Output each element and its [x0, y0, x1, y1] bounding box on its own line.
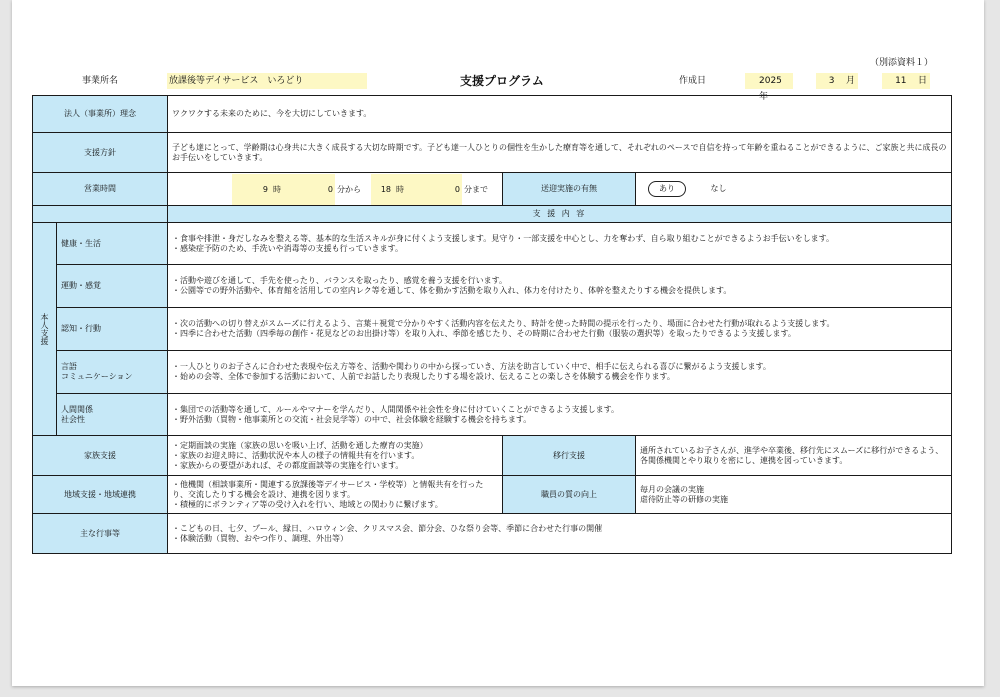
end-minute: 0	[430, 174, 462, 205]
annex-label: （別添資料１）	[870, 58, 934, 68]
self-support-group-label: 本人支援	[33, 223, 57, 436]
self-support-label: 言語 コミュニケーション	[57, 351, 168, 394]
transition-support-label: 移行支援	[503, 436, 636, 476]
community-text: ・他機関（相談事業所・関連する放課後等デイサービス・学校等）と情報共有を行ったり、交流したりする機会を設け、連携を図ります。 ・積極的にボランティア等の受け入れを行い、地域との関わりに繋げます。	[168, 476, 503, 514]
hours-label: 営業時間	[33, 173, 168, 206]
philosophy-row	[33, 96, 952, 133]
start-hour-unit: 時	[270, 174, 303, 205]
created-day: 11	[895, 76, 907, 86]
events-text: ・こどもの日、七夕、プール、縁日、ハロウィン会、クリスマス会、節分会、ひな祭り会等、季節に合わせた行事の開催 ・体験活動（買物、おやつ作り、調理、外出等）	[168, 514, 952, 554]
support-heading-spacer	[33, 206, 168, 223]
month-unit: 月	[845, 76, 855, 86]
events-label: 主な行事等	[33, 514, 168, 554]
family-support-text: ・定期面談の実施（家族の思いを吸い上げ、活動を通した療育の実施） ・家族のお迎え時に、活動状況や本人の様子の情報共有を行います。 ・家族からの要望があれば、その都度面談等の実施を行います。	[168, 436, 503, 476]
office-name: 放課後等デイサービス いろどり	[167, 73, 367, 89]
staff-quality-label: 職員の質の向上	[503, 476, 636, 514]
self-support-text: ・集団での活動等を通して、ルールやマナーを学んだり、人間関係や社会性を身に付けていくことができるよう支援します。 ・野外活動（買物・他事業所との交流・社会見学等）の中で、社会体験を経験する機会を持ちます。	[168, 394, 952, 436]
self-support-text: ・一人ひとりのお子さんに合わせた表現や伝え方等を、活動や関わりの中から探っていき、方法を助言していく中で、相手に伝えられる喜びに繋がるよう支援します。 ・始めの会等、全体で参加する活動において、人前でお話したり表現したりする場を設け、伝えることの楽しさを体験する機会を作ります。	[168, 351, 952, 394]
start-minute: 0	[303, 174, 335, 205]
policy-label: 支援方針	[33, 133, 168, 173]
support-heading-row	[33, 206, 952, 223]
transition-support-text: 通所されているお子さんが、進学や卒業後、移行先にスムーズに移行ができるよう、各関係機関とやり取りを密にし、連携を図っていきます。	[636, 436, 952, 476]
events-row	[33, 514, 952, 554]
created-date-label: 作成日	[679, 76, 707, 86]
philosophy-text: ワクワクする未来のために、今を大切にしていきます。	[168, 96, 952, 133]
created-month: 3	[828, 76, 835, 86]
hours-cell	[168, 173, 503, 206]
staff-quality-text: 毎月の会議の実施 虐待防止等の研修の実施	[636, 476, 952, 514]
self-support-label: 人間関係 社会性	[57, 394, 168, 436]
transport-yes-circled: あり	[648, 181, 686, 197]
end-hour-unit: 時	[393, 174, 430, 205]
to-unit: 分まで	[464, 184, 488, 194]
self-support-label: 認知・行動	[57, 308, 168, 351]
self-support-label: 運動・感覚	[57, 265, 168, 308]
community-staff-row	[33, 476, 952, 514]
created-year: 2025	[759, 76, 782, 86]
start-hour: 9	[232, 174, 270, 205]
from-unit: 分から	[337, 184, 361, 194]
policy-row	[33, 133, 952, 173]
self-support-text: ・食事や排泄・身だしなみを整える等、基本的な生活スキルが身に付くよう支援します。見守り・一部支援を中心とし、力を奪わず、自ら取り組むことができるようお手伝いをします。 ・感染症予防のため、手洗いや消毒等の支援も行っていきます。	[168, 223, 952, 265]
self-support-row	[33, 265, 952, 308]
self-support-row	[33, 308, 952, 351]
philosophy-label: 法人（事業所）理念	[33, 96, 168, 133]
self-support-text: ・活動や遊びを通して、手先を使ったり、バランスを取ったり、感覚を養う支援を行います。 ・公園等での野外活動や、体育館を活用しての室内レク等を通して、体を動かす活動を取り入れ、体力を付けたり、体幹を整えたりする機会を提供します。	[168, 265, 952, 308]
office-label: 事業所名	[82, 76, 119, 86]
transport-no: なし	[710, 184, 727, 193]
support-heading: 支 援 内 容	[168, 206, 952, 223]
policy-text: 子ども達にとって、学齢期は心身共に大きく成長する大切な時期です。子ども達一人ひとりの個性を生かした療育等を通して、それぞれのペースで自信を持って年齢を重ねることができるように、ご家族と共に成長のお手伝いをしていきます。	[168, 133, 952, 173]
self-support-label: 健康・生活	[57, 223, 168, 265]
family-support-label: 家族支援	[33, 436, 168, 476]
end-hour: 18	[371, 174, 393, 205]
hours-row	[33, 173, 952, 206]
self-support-row	[33, 223, 952, 265]
document-title: 支援プログラム	[460, 74, 544, 88]
transport-label: 送迎実施の有無	[503, 173, 636, 206]
transport-options	[636, 173, 952, 206]
self-support-text: ・次の活動への切り替えがスムーズに行えるよう、言葉＋視覚で分かりやすく活動内容を伝えたり、時計を使った時間の提示を行ったり、場面に合わせた行動が取れるよう支援します。 ・四季に合わせた活動（四季毎の創作・花見などのお出掛け等）を取り入れ、季節を感じたり、その時期に合わせた行動（服装の選択等）を取ったりできるよう支援します。	[168, 308, 952, 351]
self-support-row	[33, 351, 952, 394]
family-transition-row	[33, 436, 952, 476]
support-program-table	[32, 95, 952, 554]
community-label: 地域支援・地域連携	[33, 476, 168, 514]
year-unit: 年	[759, 92, 769, 102]
day-unit: 日	[917, 76, 927, 86]
self-support-row	[33, 394, 952, 436]
